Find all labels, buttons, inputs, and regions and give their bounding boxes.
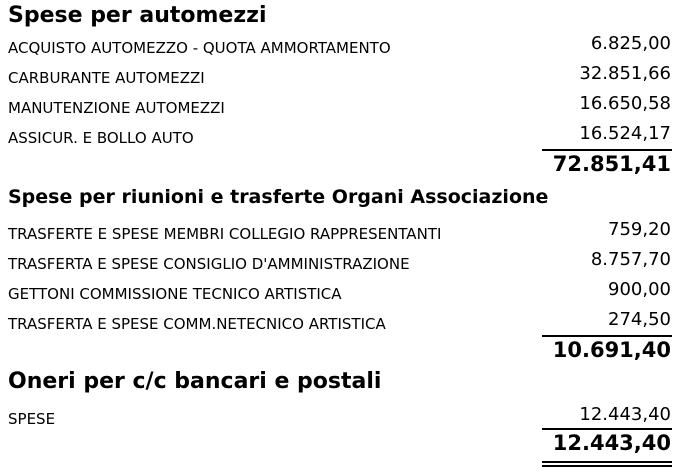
row-value: 16.524,17 bbox=[579, 123, 671, 144]
row-label: TRASFERTA E SPESE COMM.NETECNICO ARTISTICA bbox=[8, 315, 386, 333]
row-value: 12.443,40 bbox=[579, 404, 671, 425]
subtotal-rule bbox=[542, 149, 672, 151]
section-title-automezzi: Spese per automezzi bbox=[8, 3, 267, 28]
row-label: ACQUISTO AUTOMEZZO - QUOTA AMMORTAMENTO bbox=[8, 39, 391, 57]
row-value: 900,00 bbox=[608, 279, 671, 300]
row-label: TRASFERTA E SPESE CONSIGLIO D'AMMINISTRAZIONE bbox=[8, 255, 410, 273]
row-label: MANUTENZIONE AUTOMEZZI bbox=[8, 99, 225, 117]
row-value: 759,20 bbox=[608, 219, 671, 240]
row-value: 274,50 bbox=[608, 309, 671, 330]
subtotal-rule bbox=[542, 428, 672, 430]
final-double-rule bbox=[542, 461, 672, 467]
row-label: TRASFERTE E SPESE MEMBRI COLLEGIO RAPPRESENTANTI bbox=[8, 225, 442, 243]
subtotal-rule bbox=[542, 335, 672, 337]
row-value: 6.825,00 bbox=[590, 33, 671, 54]
row-label: ASSICUR. E BOLLO AUTO bbox=[8, 129, 194, 147]
row-value: 32.851,66 bbox=[579, 63, 671, 84]
row-label: CARBURANTE AUTOMEZZI bbox=[8, 69, 205, 87]
section-total-automezzi: 72.851,41 bbox=[552, 152, 671, 176]
section-title-oneri: Oneri per c/c bancari e postali bbox=[8, 369, 382, 394]
section-total-oneri: 12.443,40 bbox=[552, 431, 671, 455]
section-total-riunioni: 10.691,40 bbox=[552, 338, 671, 362]
row-label: GETTONI COMMISSIONE TECNICO ARTISTICA bbox=[8, 285, 342, 303]
section-title-riunioni: Spese per riunioni e trasferte Organi Associazione bbox=[8, 186, 549, 208]
row-value: 8.757,70 bbox=[590, 249, 671, 270]
row-label: SPESE bbox=[8, 410, 56, 428]
row-value: 16.650,58 bbox=[579, 93, 671, 114]
